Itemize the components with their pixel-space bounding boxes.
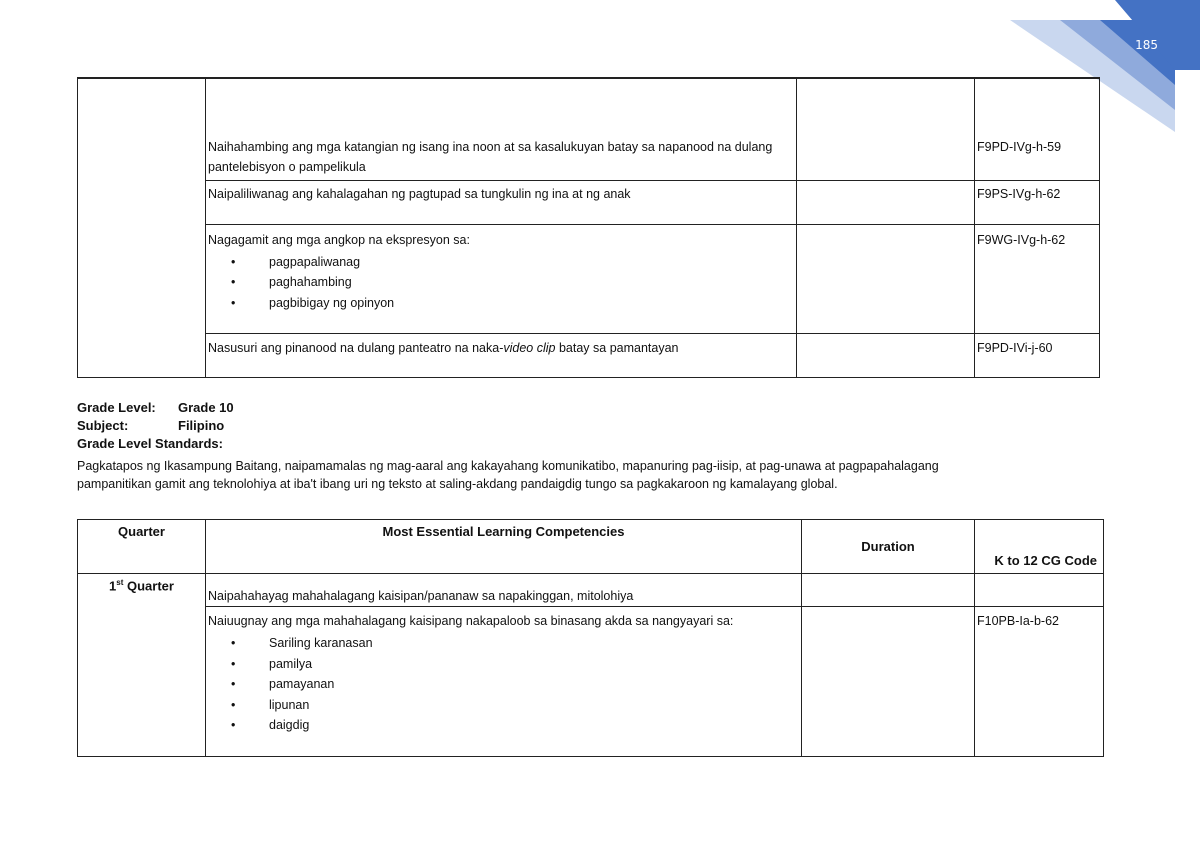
quarter-word: Quarter [123, 578, 174, 594]
table-row [78, 180, 1100, 224]
subject-value: Filipino [178, 418, 225, 433]
quarter-cell [78, 574, 206, 757]
duration-cell [797, 333, 975, 377]
table-row [78, 224, 1100, 333]
list-item: • pagpapaliwanag [269, 252, 796, 273]
standards-label: Grade Level Standards: [77, 436, 223, 451]
code-cell [975, 333, 1100, 377]
competency-text: Naipaliliwanag ang kahalagahan ng pagtupad sa tungkulin ng ina at ng anak [208, 186, 631, 201]
duration-cell [797, 78, 975, 180]
competency-text-part: Nasusuri ang pinanood na dulang panteatro na naka- [208, 340, 504, 355]
competency-text: Naiuugnay ang mga mahahalagang kaisipang nakapaloob sa binasang akda sa nangyayari sa: [208, 614, 734, 628]
list-item: • pagbibigay ng opinyon [269, 293, 796, 314]
competency-cell [206, 607, 802, 757]
duration-cell [802, 607, 975, 757]
code-cell [975, 607, 1104, 757]
cg-code: F9PS-IVg-h-62 [977, 186, 1061, 201]
header-code [975, 520, 1104, 574]
header-code-text: K to 12 CG Code [994, 553, 1097, 568]
header-duration [802, 520, 975, 574]
competency-cell [206, 180, 797, 224]
subject-row [77, 417, 1117, 435]
standards-text [77, 457, 1117, 493]
cg-code: F9WG-IVg-h-62 [977, 232, 1066, 247]
table-header-row [78, 520, 1104, 574]
competency-text: Naihahambing ang mga katangian ng isang ina noon at sa kasalukuyan batay sa napanood na dulang pantelebisyon o pampelikula [208, 140, 773, 174]
code-cell [975, 224, 1100, 333]
quarter-label [78, 574, 205, 593]
list-item: • pamayanan [269, 674, 801, 695]
header-quarter [78, 520, 206, 574]
header-competencies-text: Most Essential Learning Competencies [382, 524, 625, 539]
cg-code: F10PB-Ia-b-62 [977, 614, 1059, 628]
bullet-list [206, 633, 801, 736]
bullet-list [206, 252, 796, 314]
standards-line: pampanitikan gamit ang teknolohiya at iba't ibang uri ng teksto at saling-akdang pandaigdig tungo sa pagkakaroon ng kamalayang global. [77, 477, 838, 491]
competency-cell [206, 574, 802, 607]
grade-level-row [77, 399, 1117, 417]
header-duration-text: Duration [861, 539, 915, 554]
duration-cell [797, 224, 975, 333]
quarter-number: 1 [109, 578, 117, 594]
cg-code: F9PD-IVg-h-59 [977, 140, 1062, 154]
competency-cell [206, 224, 797, 333]
grade9-competencies-table [77, 77, 1100, 378]
list-item: • lipunan [269, 695, 801, 716]
code-cell [975, 78, 1100, 180]
list-item: • Sariling karanasan [269, 633, 801, 654]
table-row [78, 333, 1100, 377]
code-cell [975, 180, 1100, 224]
table-row [78, 574, 1104, 607]
list-item: • paghahambing [269, 272, 796, 293]
code-cell [975, 574, 1104, 607]
competency-cell [206, 78, 797, 180]
table-row [78, 607, 1104, 757]
grade-info [77, 399, 1117, 493]
competency-text-part: batay sa pamantayan [555, 340, 679, 355]
subject-label: Subject: [77, 418, 129, 433]
table-row [78, 78, 1100, 180]
grade-level-value: Grade 10 [178, 400, 234, 415]
duration-cell [802, 574, 975, 607]
header-quarter-text: Quarter [118, 524, 165, 539]
competency-text: Naipahahayag mahahalagang kaisipan/pananaw sa napakinggan, mitolohiya [208, 589, 634, 603]
competency-text [206, 334, 796, 358]
quarter-suffix: st [116, 578, 124, 587]
page-number: 185 [1135, 38, 1158, 52]
competency-text: Nagagamit ang mga angkop na ekspresyon sa: [208, 232, 470, 247]
standards-line: Pagkatapos ng Ikasampung Baitang, naipamamalas ng mag-aaral ang kakayahang komunikatibo, mapanuring pag-iisip, at pag-unawa at pagpapahalagang [77, 459, 939, 473]
list-item: • daigdig [269, 715, 801, 736]
grade-level-label: Grade Level: [77, 400, 156, 415]
duration-cell [797, 180, 975, 224]
quarter-cell [78, 78, 206, 377]
grade10-competencies-table [77, 519, 1104, 757]
cg-code: F9PD-IVi-j-60 [977, 340, 1053, 355]
header-competencies [206, 520, 802, 574]
competency-cell [206, 333, 797, 377]
list-item: • pamilya [269, 654, 801, 675]
competency-italic-term: video clip [503, 340, 556, 355]
